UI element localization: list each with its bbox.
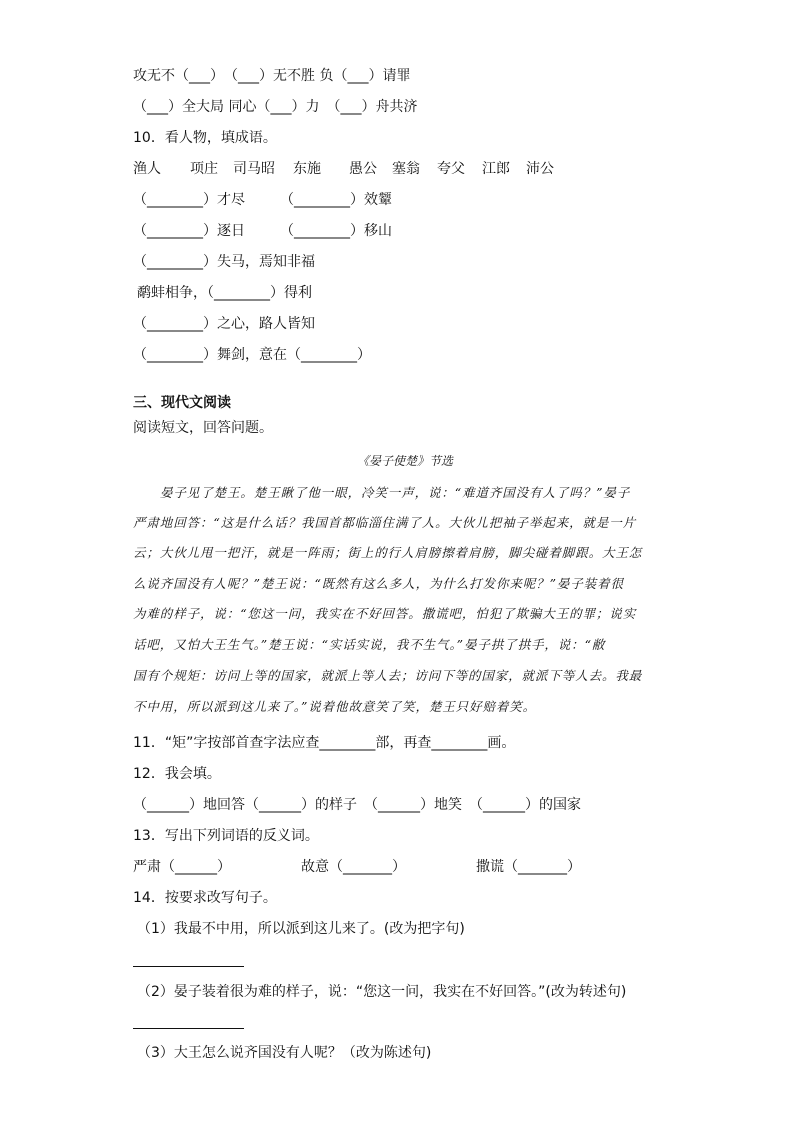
question-12: 12．我会填。 [133,766,221,782]
idiom-blank-line: （________）才尽 （________）效颦 [133,192,392,208]
question-11: 11．“矩”字按部首查字法应查________部，再查________画。 [133,735,516,751]
question-14-part-3: （3）大王怎么说齐国没有人呢？（改为陈述句) [137,1045,432,1061]
section-title: 三、现代文阅读 [133,395,231,411]
question-13: 13．写出下列词语的反义词。 [133,828,319,844]
passage-line: 国有个规矩：访问上等的国家，就派上等人去；访问下等的国家，就派下等人去。我最 [133,668,643,683]
passage-line: 为难的样子，说：“您这一问，我实在不好回答。撒谎吧，怕犯了欺骗大王的罪；说实 [133,606,637,621]
idiom-blank-line: 鹬蚌相争，（________）得利 [137,285,312,301]
passage-line: 不中用，所以派到这儿来了。”说着他故意笑了笑，楚王只好赔着笑。 [133,699,537,714]
answer-line [133,1028,244,1029]
reading-instruction: 阅读短文，回答问题。 [133,420,273,436]
question-14-part-2: （2）晏子装着很为难的样子，说：“您这一问，我实在不好回答。”(改为转述句) [137,984,627,1000]
passage-line: 严肃地回答：“这是什么话？我国首都临淄住满了人。大伙儿把袖子举起来，就是一片 [133,515,637,530]
question-14-part-1: （1）我最不中用，所以派到这儿来了。(改为把字句) [137,921,465,937]
antonym-yansu: 严肃（______） [133,859,231,875]
idiom-blank-line: （________）舞剑，意在（________） [133,347,371,363]
name-item: 项庄 [190,161,218,177]
name-item: 夸父 [437,161,465,177]
idiom-fill-line-2: （___）全大局 同心（___）力 （___）舟共济 [133,99,418,115]
idiom-blank-line: （________）逐日 （________）移山 [133,223,392,239]
antonym-guyi: 故意（_______） [301,859,406,875]
idiom-blank-line: （________）失马，焉知非福 [133,254,315,270]
name-item: 渔人 [133,161,161,177]
passage-line: 云；大伙儿甩一把汗，就是一阵雨；街上的行人肩膀擦着肩膀，脚尖碰着脚跟。大王怎 [133,545,643,560]
name-item: 沛公 [526,161,554,177]
name-item: 塞翁 [392,161,420,177]
idiom-blank-line: （________）之心，路人皆知 [133,316,315,332]
passage-line: 话吧，又怕大王生气。”楚王说：“实话实说，我不生气。”晏子拱了拱手，说：“敝 [133,637,606,652]
name-item: 愚公 [349,161,377,177]
question-12-blanks: （______）地回答（______）的样子 （______）地笑 （______）的国家 [133,797,581,813]
passage-title: 《晏子使楚》节选 [357,454,454,468]
name-item: 司马昭 [233,161,275,177]
name-item: 东施 [293,161,321,177]
passage-line: 么说齐国没有人呢？”楚王说：“既然有这么多人，为什么打发你来呢？”晏子装着很 [133,576,624,591]
answer-line [133,966,244,967]
antonym-sahuang: 撒谎（_______） [476,859,581,875]
question-14: 14．按要求改写句子。 [133,890,277,906]
idiom-fill-line-1: 攻无不（___） （___）无不胜 负（___）请罪 [133,68,411,84]
question-10-heading: 10．看人物，填成语。 [133,130,277,146]
passage-line: 晏子见了楚王。楚王瞅了他一眼，冷笑一声，说：“难道齐国没有人了吗？”晏子 [160,485,631,500]
name-item: 江郎 [482,161,510,177]
